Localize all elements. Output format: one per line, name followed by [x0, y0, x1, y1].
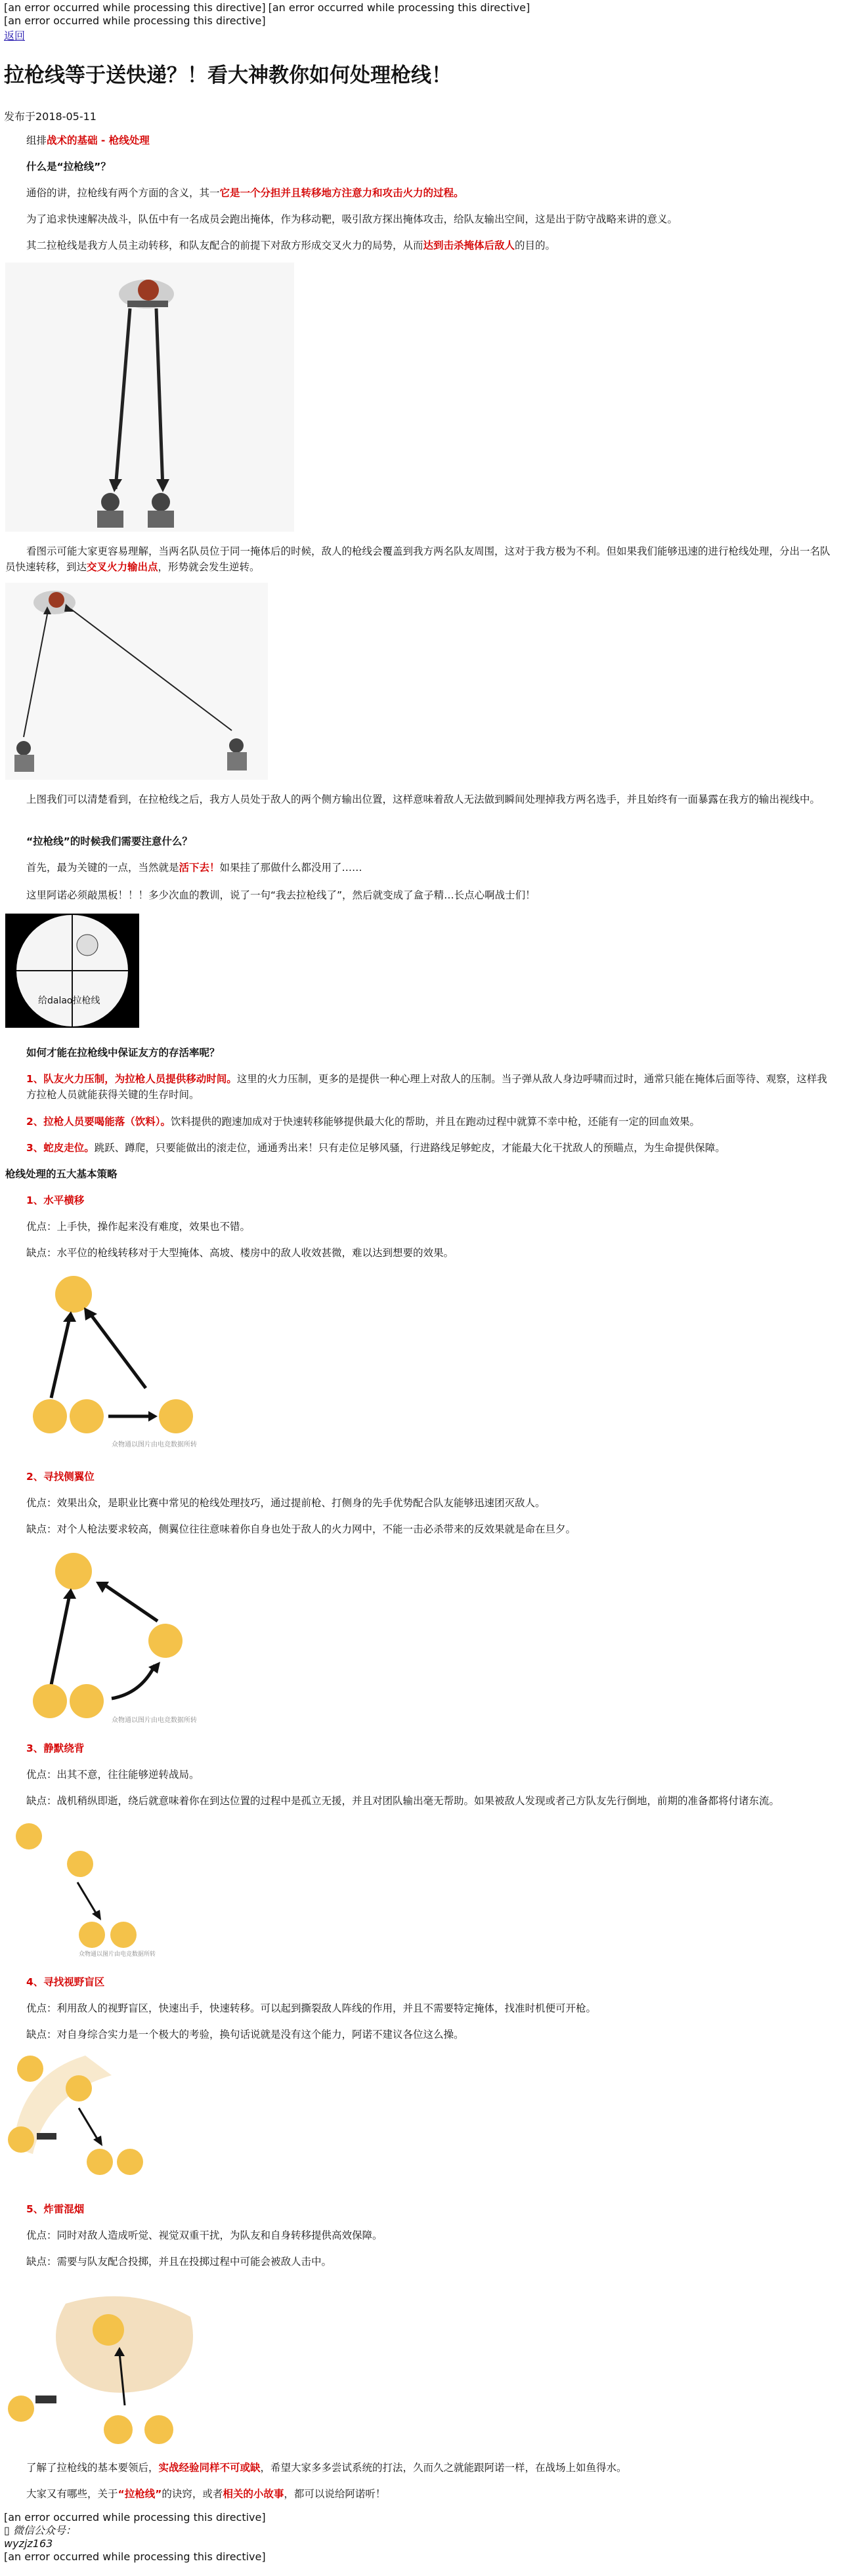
paragraph-6: 首先，最为关键的一点，当然就是活下去！如果挂了那做什么都没用了……: [26, 862, 362, 874]
wechat-id: wyzjz163: [4, 2537, 53, 2550]
figure-horizontal-move: [26, 1267, 217, 1450]
paragraph-7: 这里阿诺必须敲黑板！！！多少次血的教训，说了一句“我去拉枪线了”，然后就变成了盒子精…长点心啊战士们！: [26, 889, 536, 901]
watermark: 众物通以图片由电竞数据所转: [112, 1717, 197, 1724]
page-title: 拉枪线等于送快递？！看大神教你如何处理枪线！: [4, 64, 452, 87]
closing-paragraph-1: 了解了拉枪线的基本要领后，实战经验同样不可或缺，希望大家多多尝试系统的打法，久而久之就能跟阿诺一样，在战场上如鱼得水。: [26, 2462, 627, 2474]
wechat-label: 微信公众号：: [12, 2524, 76, 2537]
watermark: 众物通以图片由电竞数据所转: [79, 1951, 156, 1958]
strategy-4-con: 缺点：对自身综合实力是一个极大的考验，换句话说就是没有这个能力，阿诺不建议各位这么操。: [26, 2029, 464, 2040]
question-survival: 如何才能在拉枪线中保证友方的存活率呢？: [26, 1047, 220, 1059]
ssi-error: [an error occurred while processing this directive]: [4, 1, 266, 14]
strategy-1-con: 缺点：水平位的枪线转移对于大型掩体、高坡、楼房中的敌人收效甚微，难以达到想要的效果。: [26, 1247, 454, 1259]
figure-5-svg: [26, 1544, 223, 1727]
figure-1-svg: [5, 263, 294, 532]
strategy-5-con: 缺点：需要与队友配合投掷，并且在投掷过程中可能会被敌人击中。: [26, 2256, 332, 2268]
tip-2: 2、拉枪人员要喝能落（饮料）。饮料提供的跑速加成对于快速转移能够提供最大化的帮助，并且在跑动过程中就算不幸中枪，还能有一定的回血效果。: [26, 1116, 701, 1128]
figure-2-svg: [5, 583, 268, 780]
heading-five-strategies: 枪线处理的五大基本策略: [5, 1168, 118, 1180]
strategy-2-pro: 优点：效果出众，是职业比赛中常见的枪线处理技巧，通过提前枪、打侧身的先手优势配合队友能够迅速团灭敌人。: [26, 1497, 546, 1509]
strategy-2-con: 缺点：对个人枪法要求较高，侧翼位往往意味着你自身也处于敌人的火力网中，不能一击必杀带来的反效果就是命在旦夕。: [26, 1523, 576, 1535]
paragraph-3: 其二拉枪线是我方人员主动转移，和队友配合的前提下对敌方形成交叉火力的局势，从而达到击杀掩体后敌人的目的。: [26, 240, 556, 251]
ssi-error: [an error occurred while processing this directive]: [4, 14, 266, 27]
tip-3: 3、蛇皮走位。跳跃、蹲爬，只要能做出的滚走位，通通秀出来！只有走位足够风骚，行进路线足够蛇皮，才能最大化干扰敌人的预瞄点，为生命提供保障。: [26, 1142, 725, 1154]
figure-silent-flank: [7, 1817, 171, 1958]
publish-date: 发布于2018-05-11: [4, 110, 97, 123]
figure-crossfire-positions: [5, 583, 268, 780]
strategy-5-title: 5、炸雷混烟: [26, 2203, 85, 2215]
ssi-error: [an error occurred while processing this directive]: [268, 1, 530, 14]
figure-7-svg: [7, 2049, 171, 2180]
figure-scope-meme: [5, 914, 139, 1028]
ssi-error-line-1: [4, 1, 843, 14]
figure-8-svg: [7, 2291, 204, 2448]
figure-blind-spot: [7, 2049, 171, 2180]
wechat-label-row: [4, 2524, 266, 2537]
figure-flank-position: [26, 1544, 223, 1727]
tip-1: 1、队友火力压制，为拉枪人员提供移动时间。这里的火力压制，更多的是提供一种心理上对敌人的压制。当子弹从敌人身边呼啸而过时，通常只能在掩体后面等待、观察，这样我方拉枪人员就能获得关键的生存时间。: [26, 1073, 827, 1101]
strategy-3-pro: 优点：出其不意，往往能够逆转战局。: [26, 1769, 200, 1781]
strategy-2-title: 2、寻找侧翼位: [26, 1471, 95, 1483]
wechat-icon: ▯: [4, 2524, 10, 2537]
strategy-3-con: 缺点：战机稍纵即逝，绕后就意味着你在到达位置的过程中是孤立无援，并且对团队输出毫无帮助。如果被敌人发现或者己方队友先行倒地，前期的准备都将付诸东流。: [26, 1795, 780, 1807]
strategy-4-pro: 优点：利用敌人的视野盲区，快速出手，快速转移。可以起到撕裂敌人阵线的作用，并且不需要特定掩体，找准时机便可开枪。: [26, 2002, 597, 2014]
figure-4-svg: [26, 1267, 217, 1450]
strategy-5-pro: 优点：同时对敌人造成听觉、视觉双重干扰，为队友和自身转移提供高效保障。: [26, 2229, 383, 2241]
ssi-error: [an error occurred while processing this directive]: [4, 2550, 266, 2563]
paragraph-2: 为了追求快速解决战斗，队伍中有一名成员会跑出掩体，作为移动靶，吸引敌方探出掩体攻击，给队友输出空间，这是出于防守战略来讲的意义。: [26, 213, 678, 225]
figure-smoke-grenade: [7, 2291, 204, 2448]
strategy-4-title: 4、寻找视野盲区: [26, 1976, 105, 1988]
strategy-1-title: 1、水平横移: [26, 1194, 85, 1206]
question-what-to-note: “拉枪线”的时候我们需要注意什么？: [26, 835, 192, 847]
ssi-error-line-2: [4, 14, 843, 28]
back-link[interactable]: 返回: [4, 30, 26, 42]
paragraph-1: 通俗的讲，拉枪线有两个方面的含义，其一它是一个分担并且转移地方注意力和攻击火力的过程。: [26, 187, 464, 199]
strategy-3-title: 3、静默绕背: [26, 1742, 85, 1754]
intro-line: 组排战术的基础 - 枪线处理: [26, 135, 150, 146]
ssi-error: [an error occurred while processing this directive]: [4, 2511, 266, 2523]
closing-paragraph-2: 大家又有哪些，关于“拉枪线”的诀窍，或者相关的小故事，都可以说给阿诺听！: [26, 2488, 386, 2500]
watermark: 众物通以图片由电竞数据所转: [112, 1441, 197, 1448]
strategy-1-pro: 优点：上手快，操作起来没有难度，效果也不错。: [26, 1221, 251, 1233]
figure-two-teammates-under-fire: [5, 263, 294, 532]
paragraph-4: 看图示可能大家更容易理解，当两名队员位于同一掩体后的时候，敌人的枪线会覆盖到我方两名队友周围，这对于我方极为不利。但如果我们能够迅速的进行枪线处理，分出一名队员快速转移，到达交叉火力输出点，形势就会发生逆转。: [5, 545, 831, 573]
figure-6-svg: [7, 1817, 171, 1958]
figure-3-svg: [5, 914, 139, 1028]
question-what-is: 什么是“拉枪线”？: [26, 161, 111, 173]
footer: [4, 2511, 266, 2564]
scope-caption: 给dalao拉枪线: [38, 996, 100, 1006]
paragraph-5: 上图我们可以清楚看到，在拉枪线之后，我方人员处于敌人的两个侧方输出位置，这样意味着敌人无法做到瞬间处理掉我方两名选手，并且始终有一面暴露在我方的输出视线中。: [26, 793, 821, 805]
